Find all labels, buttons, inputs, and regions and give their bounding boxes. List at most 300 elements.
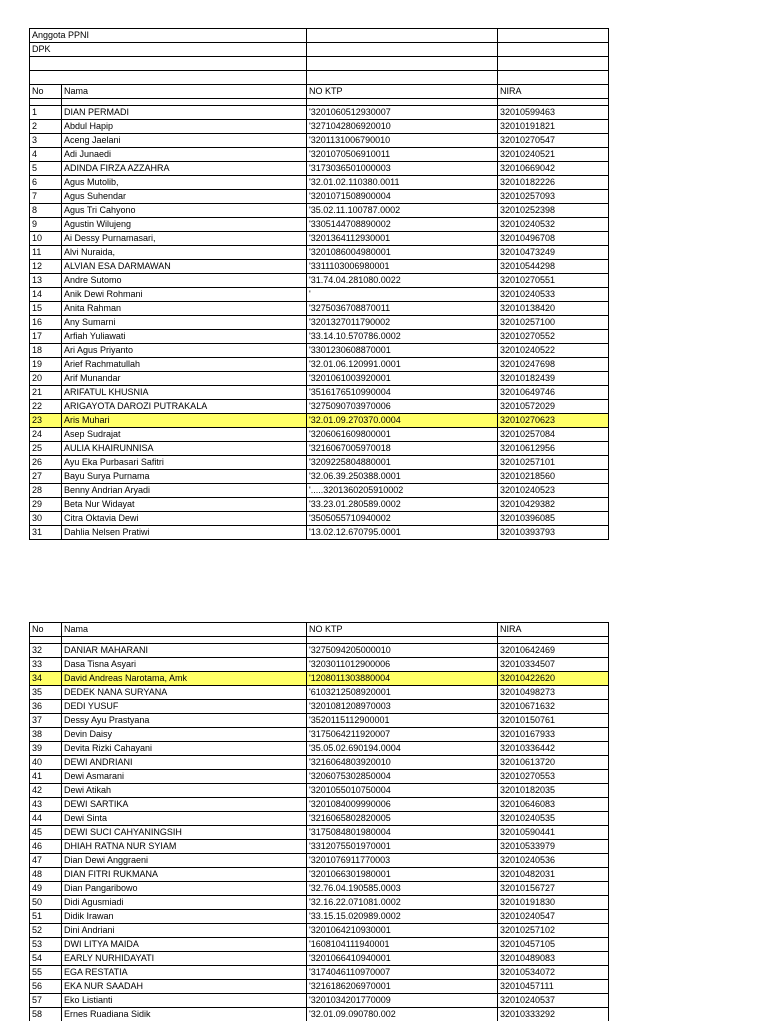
table-row: [30, 246, 609, 260]
cell-nira: 32010533979: [498, 840, 609, 854]
cell-no: 15: [30, 302, 62, 316]
table-row: [30, 644, 609, 658]
cell-nira: 32010642469: [498, 644, 609, 658]
cell-nama: Ernes Ruadiana Sidik: [62, 1008, 307, 1022]
cell-no: 22: [30, 400, 62, 414]
cell-ktp: '3209225804880001: [307, 456, 498, 470]
cell-ktp: '3201060512930007: [307, 106, 498, 120]
cell-ktp: '33.14.10.570786.0002: [307, 330, 498, 344]
cell-ktp: '3201081208970003: [307, 700, 498, 714]
cell-ktp: '3201055010750004: [307, 784, 498, 798]
cell-no: 33: [30, 658, 62, 672]
cell-no: 28: [30, 484, 62, 498]
cell-nama: Dasa Tisna Asyari: [62, 658, 307, 672]
table-row: [30, 672, 609, 686]
table-row: [30, 162, 609, 176]
cell-nama: DEWI ANDRIANI: [62, 756, 307, 770]
cell-nira: 32010257101: [498, 456, 609, 470]
table-row: [30, 854, 609, 868]
cell-nama: Asep Sudrajat: [62, 428, 307, 442]
cell-nama: Agustin Wilujeng: [62, 218, 307, 232]
cell-ktp: '3201327011790002: [307, 316, 498, 330]
cell-ktp: '3312075501970001: [307, 840, 498, 854]
cell-nira: 32010270551: [498, 274, 609, 288]
cell-no: 51: [30, 910, 62, 924]
cell-nira: 32010599463: [498, 106, 609, 120]
cell-nama: Didi Agusmiadi: [62, 896, 307, 910]
cell-nira: 32010138420: [498, 302, 609, 316]
spacer-row: [30, 99, 609, 106]
cell-no: 45: [30, 826, 62, 840]
cell-no: 5: [30, 162, 62, 176]
cell-ktp: '3175064211920007: [307, 728, 498, 742]
cell-no: 40: [30, 756, 62, 770]
cell-ktp: '31.74.04.281080.0022: [307, 274, 498, 288]
cell-nama: Eko Listianti: [62, 994, 307, 1008]
cell-nira: 32010257093: [498, 190, 609, 204]
cell-no: 29: [30, 498, 62, 512]
table-row: [30, 840, 609, 854]
cell-nama: Devita Rizki Cahayani: [62, 742, 307, 756]
table-row: [30, 924, 609, 938]
cell-nama: Citra Oktavia Dewi: [62, 512, 307, 526]
cell-ktp: '3520115112900001: [307, 714, 498, 728]
cell-no: 48: [30, 868, 62, 882]
cell-no: 13: [30, 274, 62, 288]
cell-nama: DEDI YUSUF: [62, 700, 307, 714]
cell-nira: 32010270623: [498, 414, 609, 428]
table-row: [30, 700, 609, 714]
header-ktp: NO KTP: [307, 623, 498, 637]
cell-no: 16: [30, 316, 62, 330]
cell-nira: 32010572029: [498, 400, 609, 414]
cell-ktp: '3201086004980001: [307, 246, 498, 260]
cell-ktp: '3174046110970007: [307, 966, 498, 980]
cell-nama: Dian Dewi Anggraeni: [62, 854, 307, 868]
cell-nira: 32010240535: [498, 812, 609, 826]
table-row: [30, 728, 609, 742]
cell-ktp: '3305144708890002: [307, 218, 498, 232]
header-row: [30, 623, 609, 637]
table-row: [30, 498, 609, 512]
spacer-row: [30, 637, 609, 644]
cell-nira: 32010191821: [498, 120, 609, 134]
cell-no: 12: [30, 260, 62, 274]
table-row: [30, 204, 609, 218]
table-row: [30, 882, 609, 896]
title-row: [30, 29, 609, 43]
table-row: [30, 372, 609, 386]
cell-no: 11: [30, 246, 62, 260]
cell-nama: Anita Rahman: [62, 302, 307, 316]
cell-nama: EARLY NURHIDAYATI: [62, 952, 307, 966]
cell-nama: ADINDA FIRZA AZZAHRA: [62, 162, 307, 176]
cell-ktp: '1608104111940001: [307, 938, 498, 952]
cell-nira: 32010590441: [498, 826, 609, 840]
cell-nira: 32010252398: [498, 204, 609, 218]
cell-ktp: '3206075302850004: [307, 770, 498, 784]
cell-nira: 32010240521: [498, 148, 609, 162]
table-row: [30, 526, 609, 540]
cell-nama: DANIAR MAHARANI: [62, 644, 307, 658]
cell-no: 30: [30, 512, 62, 526]
cell-nama: AULIA KHAIRUNNISA: [62, 442, 307, 456]
cell-no: 52: [30, 924, 62, 938]
cell-no: 41: [30, 770, 62, 784]
cell-nama: Ai Dessy Purnamasari,: [62, 232, 307, 246]
cell-nira: 32010240532: [498, 218, 609, 232]
cell-ktp: '32.01.09.270370.0004: [307, 414, 498, 428]
table-row: [30, 260, 609, 274]
cell-no: 42: [30, 784, 62, 798]
cell-nama: Dini Andriani: [62, 924, 307, 938]
cell-ktp: '3175084801980004: [307, 826, 498, 840]
cell-nira: 32010457105: [498, 938, 609, 952]
cell-no: 1: [30, 106, 62, 120]
cell-ktp: '35.05.02.690194.0004: [307, 742, 498, 756]
cell-nira: 32010333292: [498, 1008, 609, 1022]
cell-no: 43: [30, 798, 62, 812]
cell-ktp: '35.02.11.100787.0002: [307, 204, 498, 218]
table-row: [30, 218, 609, 232]
table-row: [30, 190, 609, 204]
cell-no: 47: [30, 854, 62, 868]
table-row: [30, 442, 609, 456]
header-no: No: [30, 623, 62, 637]
cell-ktp: '3271042806920010: [307, 120, 498, 134]
empty-row: [30, 57, 609, 71]
cell-no: 55: [30, 966, 62, 980]
cell-nama: Aceng Jaelani: [62, 134, 307, 148]
cell-nira: 32010182035: [498, 784, 609, 798]
member-table-2: [29, 622, 609, 1022]
cell-nama: Dewi Sinta: [62, 812, 307, 826]
cell-nira: 32010498273: [498, 686, 609, 700]
cell-nama: Aris Muhari: [62, 414, 307, 428]
cell-ktp: '3201066410940001: [307, 952, 498, 966]
cell-nama: EGA RESTATIA: [62, 966, 307, 980]
cell-ktp: '3275090703970006: [307, 400, 498, 414]
cell-nira: 32010429382: [498, 498, 609, 512]
cell-nama: Agus Mutolib,: [62, 176, 307, 190]
cell-nira: 32010489083: [498, 952, 609, 966]
empty-row: [30, 71, 609, 85]
cell-ktp: '3311103006980001: [307, 260, 498, 274]
cell-no: 38: [30, 728, 62, 742]
cell-nira: 32010669042: [498, 162, 609, 176]
table-row: [30, 812, 609, 826]
cell-nama: Ari Agus Priyanto: [62, 344, 307, 358]
cell-no: 54: [30, 952, 62, 966]
cell-no: 3: [30, 134, 62, 148]
cell-nama: Agus Tri Cahyono: [62, 204, 307, 218]
cell-no: 26: [30, 456, 62, 470]
cell-nama: Dian Pangaribowo: [62, 882, 307, 896]
cell-ktp: '3201070506910011: [307, 148, 498, 162]
cell-ktp: '33.15.15.020989.0002: [307, 910, 498, 924]
cell-no: 24: [30, 428, 62, 442]
table-row: [30, 484, 609, 498]
cell-nira: 32010167933: [498, 728, 609, 742]
cell-nira: 32010422620: [498, 672, 609, 686]
cell-nama: DEDEK NANA SURYANA: [62, 686, 307, 700]
header-nira: NIRA: [498, 85, 609, 99]
cell-nama: DIAN FITRI RUKMANA: [62, 868, 307, 882]
cell-ktp: '3201071508900004: [307, 190, 498, 204]
table-row: [30, 120, 609, 134]
cell-nira: 32010150761: [498, 714, 609, 728]
cell-nira: 32010257100: [498, 316, 609, 330]
table-row: [30, 742, 609, 756]
cell-ktp: '3505055710940002: [307, 512, 498, 526]
cell-ktp: '3201066301980001: [307, 868, 498, 882]
table-row: [30, 756, 609, 770]
cell-no: 7: [30, 190, 62, 204]
cell-ktp: '3216064803920010: [307, 756, 498, 770]
cell-no: 53: [30, 938, 62, 952]
cell-ktp: '32.06.39.250388.0001: [307, 470, 498, 484]
cell-ktp: '3203011012900006: [307, 658, 498, 672]
table-row: [30, 330, 609, 344]
cell-nama: Dahlia Nelsen Pratiwi: [62, 526, 307, 540]
table-row: [30, 456, 609, 470]
cell-ktp: '3201131006790010: [307, 134, 498, 148]
cell-nama: DIAN PERMADI: [62, 106, 307, 120]
cell-ktp: '33.23.01.280589.0002: [307, 498, 498, 512]
cell-no: 25: [30, 442, 62, 456]
table-row: [30, 770, 609, 784]
cell-nira: 32010396085: [498, 512, 609, 526]
table-row: [30, 414, 609, 428]
table-row: [30, 938, 609, 952]
table-row: [30, 288, 609, 302]
cell-no: 2: [30, 120, 62, 134]
cell-no: 17: [30, 330, 62, 344]
cell-nira: 32010534072: [498, 966, 609, 980]
cell-ktp: '3206061609800001: [307, 428, 498, 442]
cell-nama: Anik Dewi Rohmani: [62, 288, 307, 302]
cell-ktp: '3275036708870011: [307, 302, 498, 316]
cell-nama: Beta Nur Widayat: [62, 498, 307, 512]
cell-ktp: '6103212508920001: [307, 686, 498, 700]
cell-no: 8: [30, 204, 62, 218]
table-row: [30, 106, 609, 120]
cell-ktp: '3201364112930001: [307, 232, 498, 246]
cell-no: 4: [30, 148, 62, 162]
cell-no: 14: [30, 288, 62, 302]
cell-no: 9: [30, 218, 62, 232]
cell-no: 36: [30, 700, 62, 714]
cell-nama: Ayu Eka Purbasari Safitri: [62, 456, 307, 470]
header-row: [30, 85, 609, 99]
cell-nira: 32010336442: [498, 742, 609, 756]
table-row: [30, 798, 609, 812]
cell-ktp: '3275094205000010: [307, 644, 498, 658]
cell-ktp: '3201064210930001: [307, 924, 498, 938]
cell-ktp: '32.01.06.120991.0001: [307, 358, 498, 372]
cell-nira: 32010257084: [498, 428, 609, 442]
cell-no: 57: [30, 994, 62, 1008]
sheet-title: Anggota PPNI: [30, 29, 307, 43]
cell-nira: 32010156727: [498, 882, 609, 896]
cell-ktp: '3216065802820005: [307, 812, 498, 826]
cell-nira: 32010182226: [498, 176, 609, 190]
cell-ktp: '3216186206970001: [307, 980, 498, 994]
cell-nira: 32010270552: [498, 330, 609, 344]
table-row: [30, 658, 609, 672]
cell-nama: Bayu Surya Purnama: [62, 470, 307, 484]
member-table-1: [29, 28, 609, 540]
cell-ktp: '32.16.22.071081.0002: [307, 896, 498, 910]
cell-nira: 32010191830: [498, 896, 609, 910]
table-row: [30, 980, 609, 994]
cell-ktp: '3201061003920001: [307, 372, 498, 386]
cell-nira: 32010218560: [498, 470, 609, 484]
cell-nira: 32010334507: [498, 658, 609, 672]
cell-no: 50: [30, 896, 62, 910]
cell-no: 21: [30, 386, 62, 400]
cell-no: 23: [30, 414, 62, 428]
cell-ktp: '3201076911770003: [307, 854, 498, 868]
sheet-subtitle: DPK: [30, 43, 307, 57]
table-row: [30, 316, 609, 330]
cell-nira: 32010257102: [498, 924, 609, 938]
cell-no: 27: [30, 470, 62, 484]
header-nama: Nama: [62, 85, 307, 99]
cell-no: 46: [30, 840, 62, 854]
table-row: [30, 148, 609, 162]
cell-nira: 32010270553: [498, 770, 609, 784]
cell-nama: Arfiah Yuliawati: [62, 330, 307, 344]
cell-ktp: '32.76.04.190585.0003: [307, 882, 498, 896]
cell-nira: 32010544298: [498, 260, 609, 274]
table-row: [30, 1008, 609, 1022]
cell-nama: Agus Suhendar: [62, 190, 307, 204]
cell-nama: Didik Irawan: [62, 910, 307, 924]
cell-nama: ALVIAN ESA DARMAWAN: [62, 260, 307, 274]
cell-nama: Abdul Hapip: [62, 120, 307, 134]
cell-ktp: '3301230608870001: [307, 344, 498, 358]
cell-nama: Benny Andrian Aryadi: [62, 484, 307, 498]
cell-nira: 32010240537: [498, 994, 609, 1008]
cell-nama: Andre Sutomo: [62, 274, 307, 288]
cell-nira: 32010612956: [498, 442, 609, 456]
cell-nama: Arif Munandar: [62, 372, 307, 386]
cell-nira: 32010457111: [498, 980, 609, 994]
table-row: [30, 686, 609, 700]
cell-nira: 32010240533: [498, 288, 609, 302]
table-row: [30, 358, 609, 372]
cell-nama: Devin Daisy: [62, 728, 307, 742]
cell-nama: EKA NUR SAADAH: [62, 980, 307, 994]
cell-nira: 32010482031: [498, 868, 609, 882]
table-row: [30, 470, 609, 484]
cell-nama: Alvi Nuraida,: [62, 246, 307, 260]
cell-no: 34: [30, 672, 62, 686]
cell-nama: Any Sumarni: [62, 316, 307, 330]
cell-no: 56: [30, 980, 62, 994]
table-row: [30, 386, 609, 400]
table-row: [30, 176, 609, 190]
table-row: [30, 952, 609, 966]
cell-no: 44: [30, 812, 62, 826]
cell-no: 39: [30, 742, 62, 756]
table-row: [30, 966, 609, 980]
cell-no: 49: [30, 882, 62, 896]
table-row: [30, 826, 609, 840]
cell-no: 19: [30, 358, 62, 372]
header-nama: Nama: [62, 623, 307, 637]
cell-nama: DWI LITYA MAIDA: [62, 938, 307, 952]
cell-nira: 32010270547: [498, 134, 609, 148]
cell-nira: 32010393793: [498, 526, 609, 540]
cell-ktp: '3516176510990004: [307, 386, 498, 400]
cell-nira: 32010240523: [498, 484, 609, 498]
cell-no: 58: [30, 1008, 62, 1022]
cell-nira: 32010496708: [498, 232, 609, 246]
table-row: [30, 994, 609, 1008]
cell-nira: 32010613720: [498, 756, 609, 770]
cell-ktp: '.....3201360205910002: [307, 484, 498, 498]
cell-nama: DEWI SUCI CAHYANINGSIH: [62, 826, 307, 840]
cell-no: 32: [30, 644, 62, 658]
table-row: [30, 134, 609, 148]
cell-no: 6: [30, 176, 62, 190]
cell-ktp: '1208011303880004: [307, 672, 498, 686]
table-row: [30, 714, 609, 728]
cell-ktp: '32.01.09.090780.002: [307, 1008, 498, 1022]
header-no: No: [30, 85, 62, 99]
cell-nama: DEWI SARTIKA: [62, 798, 307, 812]
cell-nama: Arief Rachmatullah: [62, 358, 307, 372]
cell-ktp: '3216067005970018: [307, 442, 498, 456]
cell-nama: Dewi Asmarani: [62, 770, 307, 784]
table-row: [30, 302, 609, 316]
table-row: [30, 910, 609, 924]
cell-nira: 32010240536: [498, 854, 609, 868]
cell-nama: ARIGAYOTA DAROZI PUTRAKALA: [62, 400, 307, 414]
table-row: [30, 896, 609, 910]
cell-ktp: '13.02.12.670795.0001: [307, 526, 498, 540]
cell-no: 18: [30, 344, 62, 358]
cell-no: 20: [30, 372, 62, 386]
cell-ktp: '3201084009990006: [307, 798, 498, 812]
cell-nira: 32010240547: [498, 910, 609, 924]
cell-nama: Dewi Atikah: [62, 784, 307, 798]
cell-nama: Adi Junaedi: [62, 148, 307, 162]
cell-no: 37: [30, 714, 62, 728]
table-row: [30, 512, 609, 526]
cell-ktp: '3173036501000003: [307, 162, 498, 176]
cell-nira: 32010240522: [498, 344, 609, 358]
header-nira: NIRA: [498, 623, 609, 637]
table-row: [30, 344, 609, 358]
cell-nama: DHIAH RATNA NUR SYIAM: [62, 840, 307, 854]
cell-no: 31: [30, 526, 62, 540]
cell-ktp: ': [307, 288, 498, 302]
cell-nira: 32010646083: [498, 798, 609, 812]
cell-nira: 32010671632: [498, 700, 609, 714]
cell-nira: 32010247698: [498, 358, 609, 372]
cell-nira: 32010473249: [498, 246, 609, 260]
cell-nira: 32010182439: [498, 372, 609, 386]
header-ktp: NO KTP: [307, 85, 498, 99]
cell-nama: Dessy Ayu Prastyana: [62, 714, 307, 728]
table-row: [30, 232, 609, 246]
table-row: [30, 868, 609, 882]
cell-nama: ARIFATUL KHUSNIA: [62, 386, 307, 400]
cell-no: 35: [30, 686, 62, 700]
